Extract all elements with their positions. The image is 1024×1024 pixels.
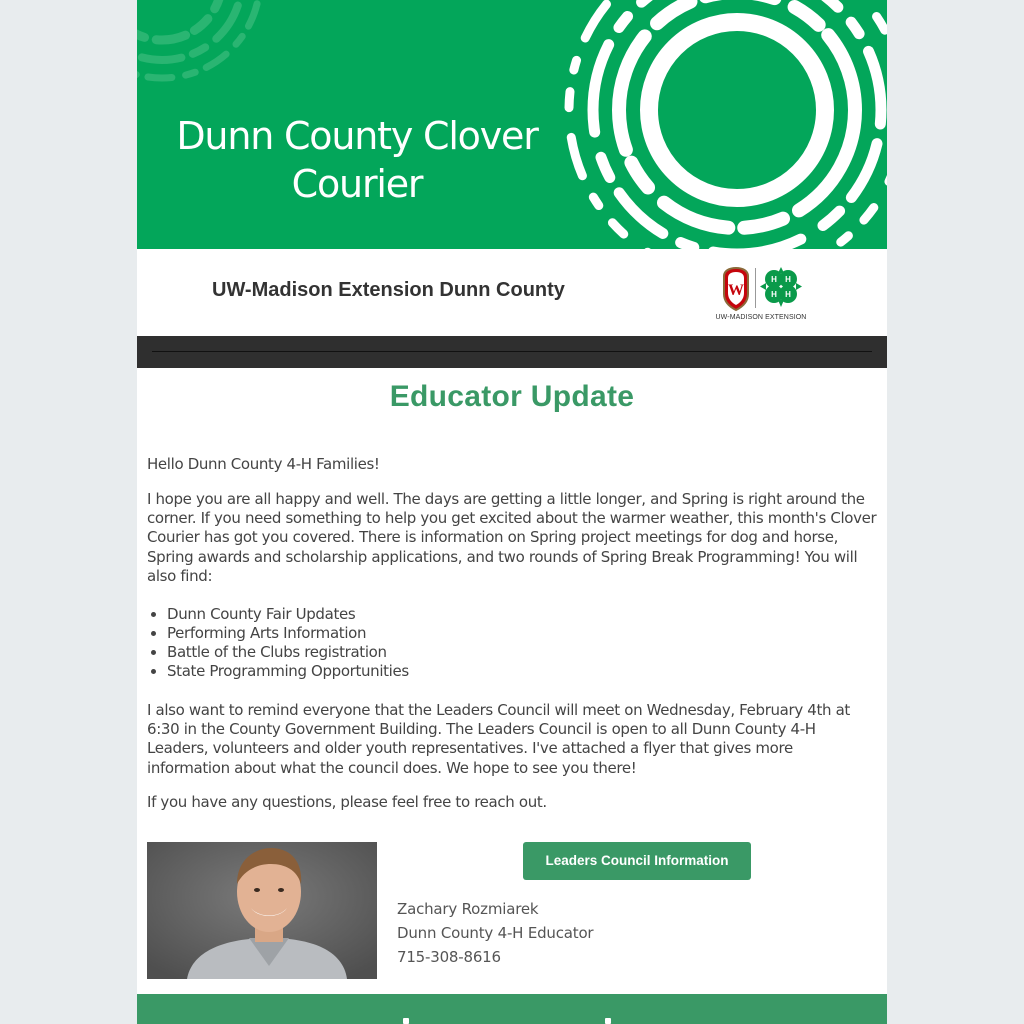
four-h-clover-icon <box>760 267 802 309</box>
title-line-1: Dunn County Clover <box>176 114 538 158</box>
svg-text:H: H <box>785 275 791 284</box>
newsletter-email <box>137 0 887 1024</box>
brand-bar <box>137 249 887 336</box>
title-line-2: Courier <box>291 162 423 206</box>
footer-glyph <box>605 1018 611 1024</box>
signature-name: Zachary Rozmiarek <box>397 900 539 918</box>
footer-band <box>137 994 887 1024</box>
greeting-text: Hello Dunn County 4-H Families! <box>147 455 380 473</box>
section-title: Educator Update <box>389 380 635 413</box>
newsletter-title <box>159 112 555 208</box>
svg-text:H: H <box>771 275 777 284</box>
closing-text: If you have any questions, please feel free to reach out. <box>147 793 547 811</box>
extension-logo <box>713 264 809 324</box>
signature-phone: 715-308-8616 <box>397 948 501 966</box>
svg-text:H: H <box>771 290 777 299</box>
signature-role: Dunn County 4-H Educator <box>397 924 594 942</box>
list-item: • Dunn County Fair Updates <box>167 605 887 624</box>
list-item: • Performing Arts Information <box>167 624 887 643</box>
logo-divider <box>755 268 756 308</box>
list-item: • Battle of the Clubs registration <box>167 643 887 662</box>
list-item: • State Programming Opportunities <box>167 662 887 681</box>
logo-caption: UW-MADISON EXTENSION <box>715 314 807 321</box>
divider-band <box>137 336 887 368</box>
uw-crest-icon <box>721 266 751 312</box>
person-portrait-icon <box>147 842 377 979</box>
footer-glyph <box>403 1018 409 1024</box>
svg-text:H: H <box>785 290 791 299</box>
crest-letter: W <box>728 282 744 299</box>
leaders-council-info-button[interactable]: Leaders Council Information <box>523 842 751 880</box>
intro-paragraph: I hope you are all happy and well. The days are getting a little longer, and Spring is right around the corner. If you need something to help you get excited about the warmer weather, this month's Clover Courier has got you covered. There is information on Spring project meetings for dog and horse, Spring awards and scholarship applications, and two rounds of Spring Break Programming! You will also find: <box>147 490 877 585</box>
brand-name: UW-Madison Extension Dunn County <box>212 279 565 301</box>
divider-rule <box>152 351 872 352</box>
header-banner <box>137 0 887 249</box>
educator-photo <box>147 842 377 979</box>
reminder-paragraph: I also want to remind everyone that the Leaders Council will meet on Wednesday, February 4th at 6:30 in the County Government Building. The Leaders Council is open to all Dunn County 4-H Leaders, volunteers and older youth representatives. I've attached a flyer that gives more information about what the council does. We hope to see you there! <box>147 701 850 777</box>
highlights-list <box>147 605 887 681</box>
